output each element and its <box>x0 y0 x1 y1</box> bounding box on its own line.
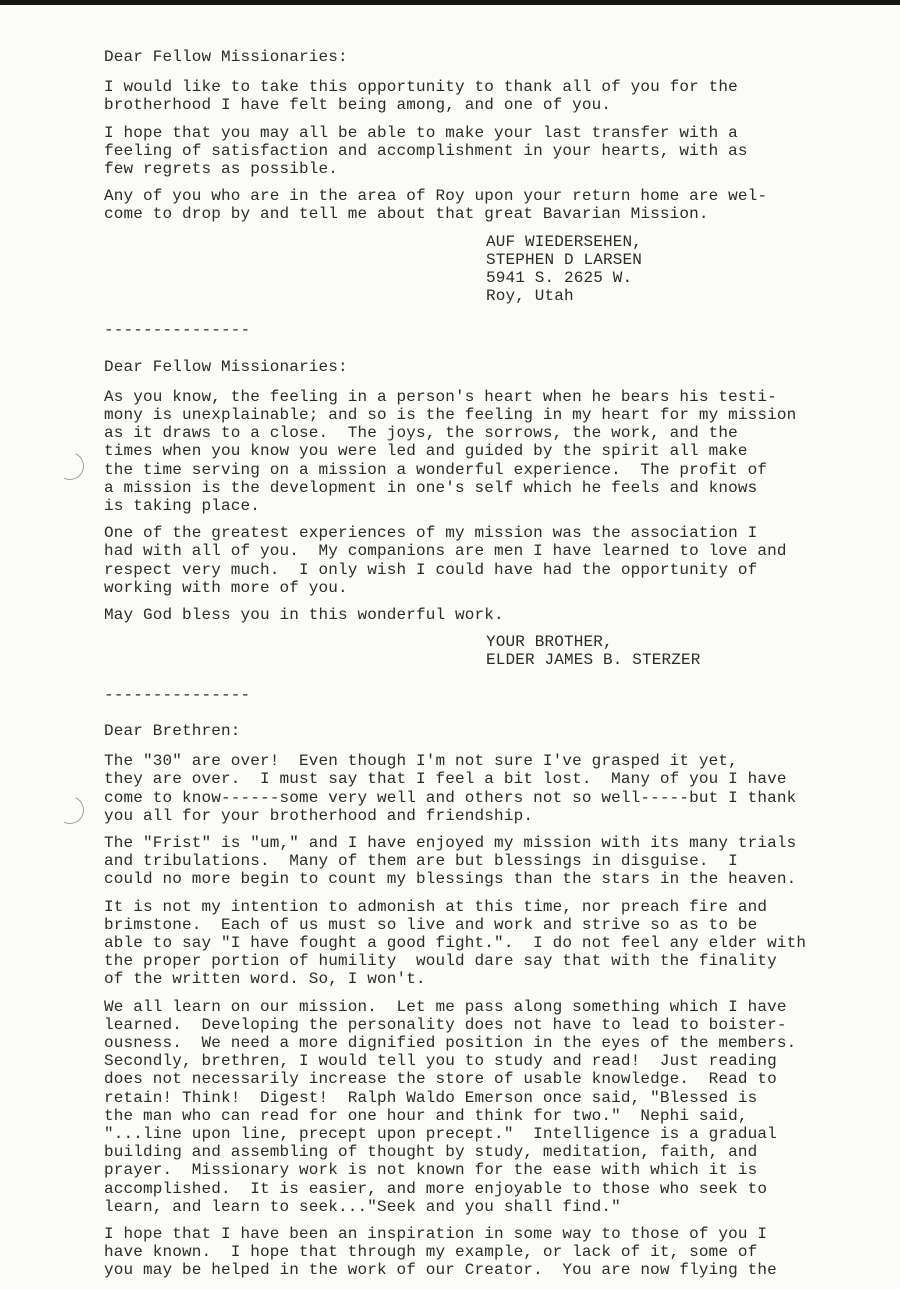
punch-hole-mark <box>52 448 88 484</box>
text-line: the proper portion of humility would dare say that with the finality <box>104 952 777 971</box>
page-top-edge <box>0 0 900 5</box>
salutation: Dear Fellow Missionaries: <box>104 48 348 66</box>
text-line: "...line upon line, precept upon precept." Intelligence is a gradual <box>104 1124 777 1143</box>
paragraph <box>104 752 900 825</box>
paragraph <box>104 998 900 1216</box>
text-line: Secondly, brethren, I would tell you to study and read! Just reading <box>104 1052 777 1071</box>
signature-block <box>486 233 900 306</box>
text-line: brotherhood I have felt being among, and one of you. <box>104 96 612 115</box>
text-line: does not necessarily increase the store of usable knowledge. Read to <box>104 1070 777 1089</box>
paragraph <box>104 834 900 889</box>
text-line: mony is unexplainable; and so is the feeling in my heart for my mission <box>104 406 797 425</box>
text-line: As you know, the feeling in a person's heart when he bears his testi- <box>104 387 777 406</box>
text-line: you may be helped in the work of our Creator. You are now flying the <box>104 1261 777 1280</box>
text-line: It is not my intention to admonish at this time, nor preach fire and <box>104 897 768 916</box>
text-line: I hope that you may all be able to make your last transfer with a <box>104 123 738 142</box>
text-line: learned. Developing the personality does not have to lead to boister- <box>104 1015 787 1034</box>
text-line: One of the greatest experiences of my mission was the association I <box>104 524 758 543</box>
text-line: The "30" are over! Even though I'm not sure I've grasped it yet, <box>104 752 738 771</box>
text-line: the man who can read for one hour and think for two." Nephi said, <box>104 1106 748 1125</box>
paragraph <box>104 898 900 989</box>
document-page <box>104 36 900 1289</box>
text-line: is taking place. <box>104 497 261 516</box>
paragraph <box>104 124 900 179</box>
section-separator: --------------- <box>104 321 251 340</box>
section-separator: --------------- <box>104 685 251 704</box>
salutation: Dear Fellow Missionaries: <box>104 357 348 376</box>
text-line: come to know------some very well and others not so well-----but I thank <box>104 788 797 807</box>
text-line: retain! Think! Digest! Ralph Waldo Emerson once said, "Blessed is <box>104 1088 758 1107</box>
signature-line: STEPHEN D LARSEN <box>486 250 643 269</box>
text-line: and tribulations. Many of them are but blessings in disguise. I <box>104 852 738 871</box>
text-line: could no more begin to count my blessings than the stars in the heaven. <box>104 870 797 889</box>
signature-line: AUF WIEDERSEHEN, <box>486 232 643 251</box>
text-line: The "Frist" is "um," and I have enjoyed my mission with its many trials <box>104 833 797 852</box>
signature-line: 5941 S. 2625 W. <box>486 269 633 288</box>
signature-line: Roy, Utah <box>486 287 574 306</box>
text-line: had with all of you. My companions are men I have learned to love and <box>104 542 787 561</box>
paragraph <box>104 524 900 597</box>
text-line: you all for your brotherhood and friendship. <box>104 806 534 825</box>
signature-block <box>486 633 900 669</box>
paragraph <box>104 606 900 624</box>
letter-brethren <box>104 722 900 1280</box>
text-line: the time serving on a mission a wonderful experience. The profit of <box>104 460 768 479</box>
paragraph <box>104 1225 900 1280</box>
text-line: working with more of you. <box>104 578 348 597</box>
text-line: as it draws to a close. The joys, the sorrows, the work, and the <box>104 424 738 443</box>
text-line: learn, and learn to seek..."Seek and you shall find." <box>104 1197 621 1216</box>
text-line: brimstone. Each of us must so live and work and strive so as to be <box>104 915 758 934</box>
paragraph <box>104 187 900 223</box>
signature-line: ELDER JAMES B. STERZER <box>486 651 701 670</box>
signature-line: YOUR BROTHER, <box>486 633 613 652</box>
text-line: We all learn on our mission. Let me pass along something which I have <box>104 997 787 1016</box>
text-line: feeling of satisfaction and accomplishment in your hearts, with as <box>104 141 748 160</box>
letter-sterzer <box>104 358 900 670</box>
text-line: I hope that I have been an inspiration in some way to those of you I <box>104 1224 768 1243</box>
salutation: Dear Brethren: <box>104 721 241 740</box>
text-line: prayer. Missionary work is not known for the ease with which it is <box>104 1161 758 1180</box>
text-line: Any of you who are in the area of Roy upon your return home are wel- <box>104 187 768 206</box>
text-line: have known. I hope that through my example, or lack of it, some of <box>104 1243 758 1262</box>
text-line: I would like to take this opportunity to thank all of you for the <box>104 78 738 97</box>
text-line: a mission is the development in one's self which he feels and knows <box>104 478 758 497</box>
text-line: they are over. I must say that I feel a bit lost. Many of you I have <box>104 770 787 789</box>
text-line: respect very much. I only wish I could have had the opportunity of <box>104 560 758 579</box>
text-line: building and assembling of thought by study, meditation, faith, and <box>104 1143 758 1162</box>
text-line: May God bless you in this wonderful work. <box>104 606 504 625</box>
text-line: ousness. We need a more dignified position in the eyes of the members. <box>104 1033 797 1052</box>
text-line: able to say "I have fought a good fight.". I do not feel any elder with <box>104 933 807 952</box>
punch-hole-mark <box>52 792 88 828</box>
text-line: times when you know you were led and guided by the spirit all make <box>104 442 748 461</box>
paragraph <box>104 78 900 114</box>
text-line: of the written word. So, I won't. <box>104 970 426 989</box>
text-line: few regrets as possible. <box>104 160 339 179</box>
text-line: accomplished. It is easier, and more enjoyable to those who seek to <box>104 1179 768 1198</box>
text-line: come to drop by and tell me about that great Bavarian Mission. <box>104 205 709 224</box>
letter-larsen <box>104 48 900 305</box>
paragraph <box>104 388 900 515</box>
